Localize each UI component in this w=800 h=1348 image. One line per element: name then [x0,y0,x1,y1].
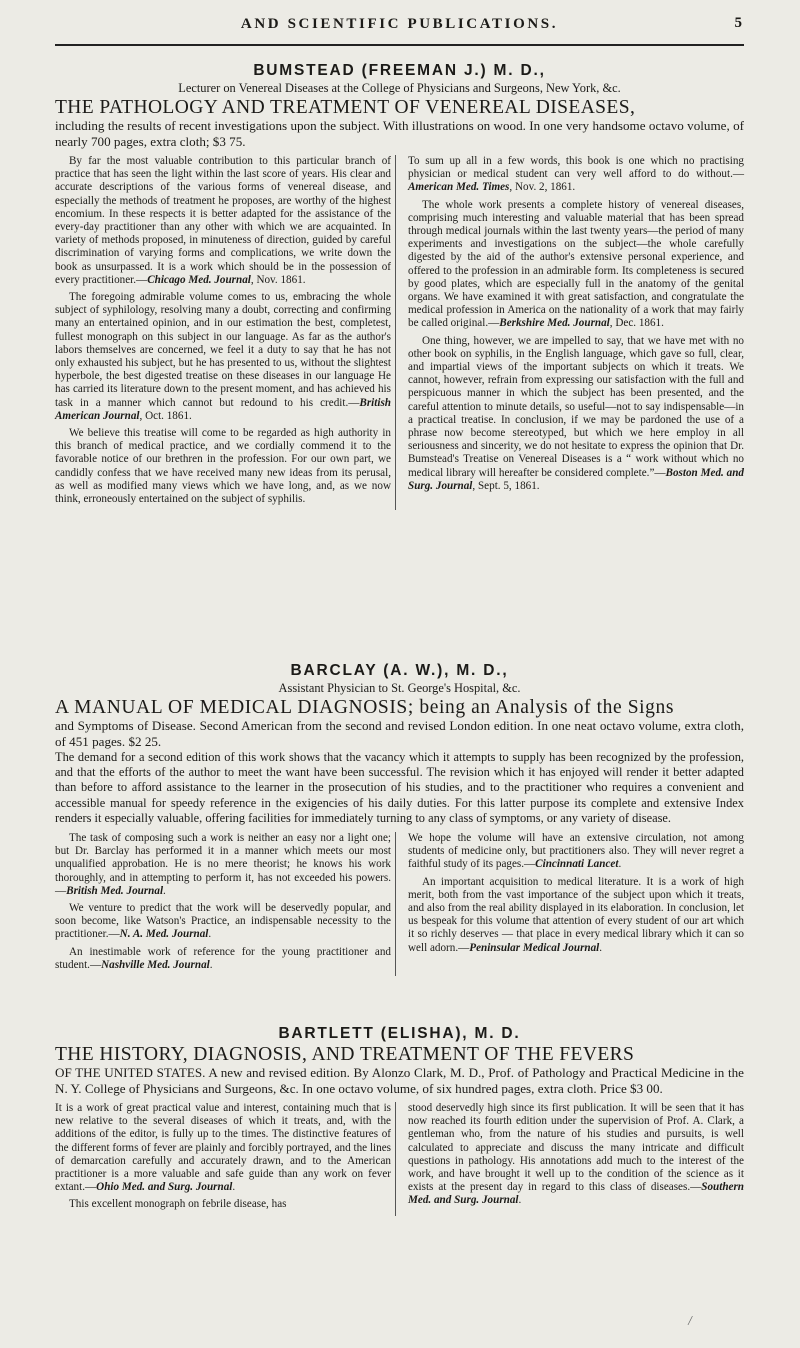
review-source: American Med. Times [408,181,510,194]
review-paragraph [55,1102,391,1194]
entry-title: THE PATHOLOGY AND TREATMENT OF VENEREAL DISEASES, [55,97,636,118]
review-text: The task of composing such a work is neither an easy nor a light one; but Dr. Barclay has performed it in a manner which meets our most unqualified approbation. He is no mere theorist; he knows his work thoroughly, and in attempting to perform it, has not exceeded his powers.— [55,832,391,897]
entry-author: BUMSTEAD (FREEMAN J.) M. D., [253,62,546,79]
review-text: To sum up all in a few words, this book is one which no practising physician or medical student can very well afford to do without.— [408,155,744,181]
page-number: 5 [734,15,742,31]
review-text: stood deservedly high since its first publication. It will be seen that it has now reached its fourth edition under the supervision of Prof. A. Clark, a gentleman who, from the nature of his studies and pursuits, is well calculated to appreciate and discuss the many intricate and difficult questions in pathology. His annotations add much to the interest of the work, and have brought it well up to the condition of the science as it exists at the present day in regard to this class of diseases.— [408,1102,744,1194]
review-paragraph [408,876,744,955]
entry-title: THE HISTORY, DIAGNOSIS, AND TREATMENT OF THE FEVERS [55,1044,635,1065]
review-source: Berkshire Med. Journal [499,317,610,330]
review-source: British Med. Journal [66,884,164,897]
entry-bartlett [55,1025,744,1216]
entry-description: OF THE UNITED STATES. A new and revised edition. By Alonzo Clark, M. D., Prof. of Pathology and Practical Medicine in the N. Y. College of Physicians and Surgeons, &c. In one octavo volume, of six hundred pages, extra cloth. Price $3 00. [55,1065,744,1096]
review-text: It is a work of great practical value and interest, containing much that is new relative to the several diseases of which it treats, and, with the additions of the editor, is fully up to the times. The distinctive features of the different forms of fever are plainly and forcibly portrayed, and the lines of demarcation carefully and accurately drawn, and to the American practitioner is a more valuable and safe guide than any work on fever extant.— [55,1102,391,1194]
review-source: Boston Med. and Surg. Journal [408,466,745,492]
review-date: , Oct. 1861. [139,409,192,422]
review-text: The whole work presents a complete history of venereal diseases, comprising much interesting and valuable material that has been spread through medical journals within the last twenty years—the period of many experiments and investigations on the subject—the whole carefully digested by the aid of the author's extensive personal experience, and offered to the profession in an admirable form. Its completeness is secured by good plates, which are especially full in the anatomy of the genital organs. We have examined it with great satisfaction, and congratulate the medical profession in America on the nationality of a work that may fairly be called original.— [408,198,744,330]
review-date: . [232,1181,236,1194]
review-text: We believe this treatise will come to be regarded as high authority in this branch of medical practice, and we cordially commend it to the favorable notice of our brethren in the profession. For our own part, we candidly confess that we have received many new ideas from its perusal, as well as modified many views which we have long, and, as we now think, erroneously entertained on the subject of syphilis. [55,427,391,506]
review-source: Ohio Med. and Surg. Journal [96,1181,233,1194]
review-source: Southern Med. and Surg. Journal [408,1181,744,1207]
review-source: Peninsular Medical Journal [469,941,600,954]
review-columns [55,1102,744,1216]
review-date: , Nov. 1861. [250,273,306,286]
review-text: This excellent monograph on febrile disease, has [69,1198,287,1211]
review-column-left [55,155,396,510]
entry-title: A MANUAL OF MEDICAL DIAGNOSIS; being an Analysis of the Signs [55,697,675,718]
review-paragraph [408,1102,744,1208]
review-column-right [408,832,744,976]
review-date: . [599,941,603,954]
entry-author: BARCLAY (A. W.), M. D., [290,662,509,679]
review-columns [55,155,744,510]
review-source: N. A. Med. Journal [119,928,209,941]
review-text: One thing, however, we are impelled to say, that we have met with no other book on syphilis, in the English language, which gave so full, clear, and impartial views of the important subjects on which it treats. We cannot, however, refrain from expressing our satisfaction with the full and perspicuous manner in which the subject has been presented, and the careful attention to minute details, so useful—not to say indispensable—in a practical treatise. In conclusion, if we may be pardoned the use of a phrase now become stereotyped, but which we here employ in all seriousness and sincerity, we do not hesitate to express the opinion that Dr. Bumstead's Treatise on Venereal Diseases is a “ work without which no medical library will hereafter be considered complete.”— [408,334,744,479]
review-paragraph [55,832,391,898]
review-column-left [55,1102,396,1216]
entry-description: and Symptoms of Disease. Second American from the second and revised London edition. In one neat octavo volume, extra cloth, of 451 pages. $2 25. [55,718,744,749]
review-date: . [163,884,166,897]
review-date: . [209,958,213,971]
running-head [55,0,744,40]
review-text: We hope the volume will have an extensive circulation, not among students of medicine only, but practitioners also. They will never regret a faithful study of its pages.— [408,832,744,871]
review-paragraph [55,902,391,942]
review-date: , Nov. 2, 1861. [509,181,576,194]
review-text: We venture to predict that the work will be deservedly popular, and soon become, like Watson's Practice, an indispensable necessity to the practitioner.— [55,902,391,941]
review-date: , Sept. 5, 1861. [472,479,540,492]
entry-lead-paragraph: The demand for a second edition of this work shows that the vacancy which it attempts to supply has been recognized by the profession, and that the efforts of the author to meet the want have been successful. The revision which it has enjoyed will render it better adapted than before to afford assistance to the learner in the prosecution of his studies, and to the practitioner who requires a convenient and accessible manual for speedy reference in the exigencies of his daily duties. For this latter purpose its complete and extensive Index renders it especially valuable, offering facilities for immediately turning to any class of symptoms, or any variety of disease. [55,750,744,825]
entry-role: Lecturer on Venereal Diseases at the College of Physicians and Surgeons, New York, &c. [178,81,621,95]
review-paragraph [408,335,744,493]
running-title: AND SCIENTIFIC PUBLICATIONS. [240,16,559,32]
review-date: , Dec. 1861. [609,317,664,330]
entry-description: including the results of recent investigations upon the subject. With illustrations on wood. In one very handsome octavo volume, of nearly 700 pages, extra cloth; $3 75. [55,118,744,149]
entry-barclay [55,662,744,976]
review-date: . [518,1194,522,1207]
review-text: An important acquisition to medical literature. It is a work of high merit, both from the vast importance of the subject upon which it treats, and also from the real ability displayed in its elaboration. In conclusion, let us bespeak for this volume that attention of every student of our art which it so richly deserves — that place in every medical library which it can so well adorn.— [408,875,744,954]
review-column-right [408,1102,744,1216]
entry-role: Assistant Physician to St. George's Hospital, &c. [278,681,521,695]
review-paragraph [55,155,391,287]
review-text: An inestimable work of reference for the young practitioner and student.— [55,945,391,971]
review-source: Cincinnati Lancet [535,858,619,871]
review-date: . [208,928,212,941]
header-rule [55,44,744,46]
review-text: By far the most valuable contribution to this particular branch of practice that has seen the light within the last score of years. His clear and accurate descriptions of the various forms of venereal disease, and especially the methods of treatment he proposes, are worthy of the highest encomium. In these respects it is better adapted for the assistance of the every-day practitioner than any other with which we are acquainted. In variety of methods proposed, in minuteness of direction, guided by careful discrimination of varying forms and complications, we write down the book as unsurpassed. It is a work which should be in the possession of every practitioner.— [55,155,391,286]
review-source: Nashville Med. Journal [101,958,210,971]
review-source: British American Journal [55,396,391,422]
review-text: The foregoing admirable volume comes to us, embracing the whole subject of syphilology, resolving many a doubt, correcting and confirming many an entertained opinion, and in our estimation the best, completest, fullest monograph on this subject in our language. As far as the author's labors themselves are concerned, we feel it a duty to say that he has not only exhausted his subject, but he has presented to us, without the slightest hyperbole, the best digested treatise on these diseases in our language He has carried its literature down to the present moment, and has achieved his task in a manner which cannot but redound to his credit.— [55,291,391,409]
review-source: Chicago Med. Journal [147,273,251,286]
review-paragraph [55,291,391,423]
review-paragraph [408,199,744,331]
review-date: . [618,858,622,871]
review-paragraph [55,427,391,506]
review-column-left [55,832,396,976]
review-columns [55,832,744,976]
pencil-mark: / [687,1313,694,1330]
review-paragraph [408,155,744,195]
entry-bumstead [55,62,744,510]
review-paragraph [55,946,391,972]
review-column-right [408,155,744,510]
entry-author: BARTLETT (ELISHA), M. D. [278,1025,521,1042]
review-paragraph [55,1198,391,1211]
review-paragraph [408,832,744,872]
